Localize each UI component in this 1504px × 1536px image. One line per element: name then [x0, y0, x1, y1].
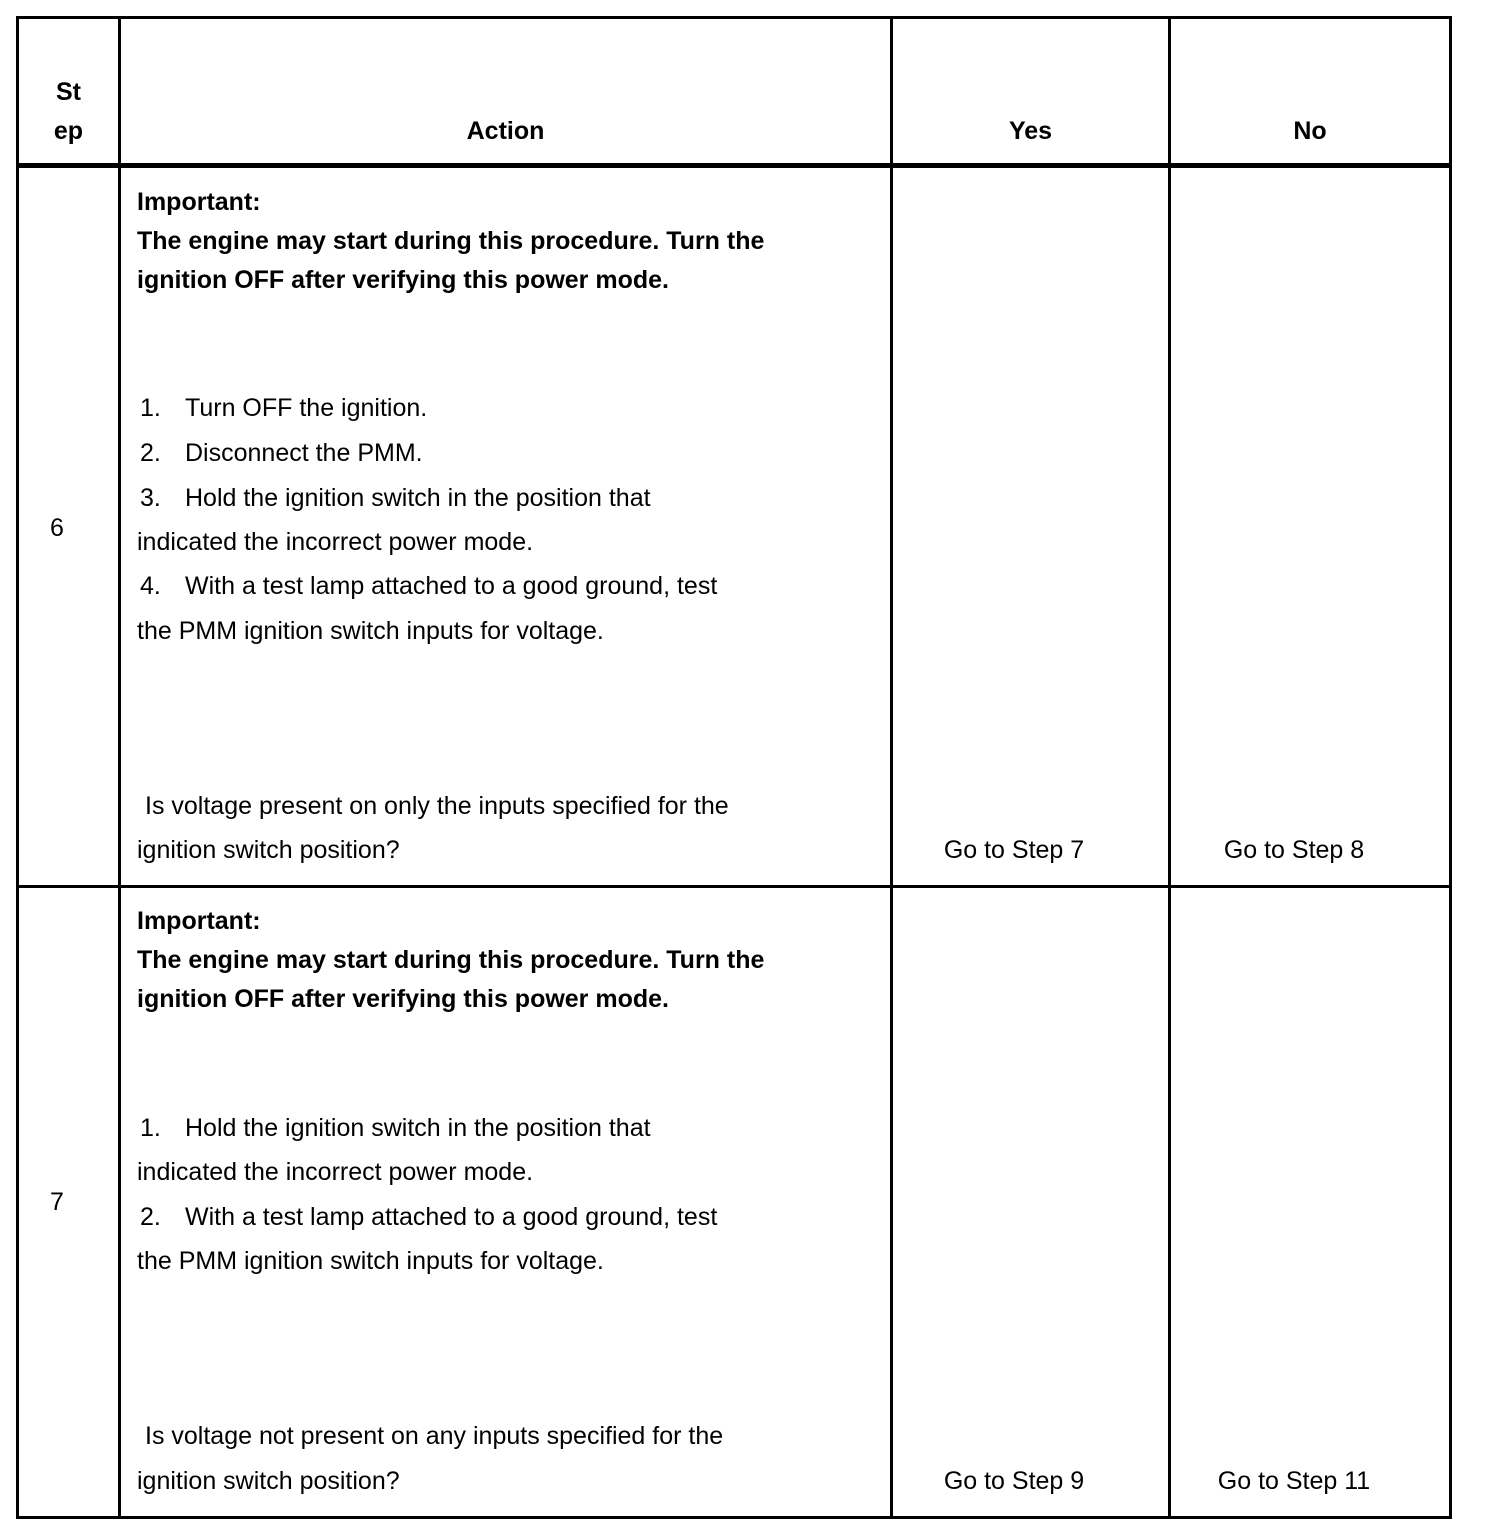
question-line2: ignition switch position? — [137, 1467, 400, 1495]
important-label: Important: — [137, 188, 261, 216]
important-text-line1: The engine may start during this procedure. Turn the — [137, 227, 765, 255]
question-line1: Is voltage present on only the inputs specified for the — [145, 792, 729, 820]
list-item-continuation: the PMM ignition switch inputs for voltage. — [137, 617, 604, 645]
list-item-number: 1. — [140, 394, 161, 422]
header-no: No — [1293, 117, 1327, 145]
header-action: Action — [466, 117, 545, 145]
row-step-number: 6 — [50, 514, 64, 542]
important-text-line2: ignition OFF after verifying this power mode. — [137, 266, 669, 294]
header-yes: Yes — [1008, 117, 1053, 145]
table-border-right — [1449, 16, 1452, 1519]
row-step-number: 7 — [50, 1188, 64, 1216]
list-item-text: Turn OFF the ignition. — [185, 394, 428, 422]
column-divider-yes — [1168, 16, 1171, 1519]
yes-result: Go to Step 7 — [943, 836, 1085, 864]
important-label: Important: — [137, 907, 261, 935]
column-divider-action — [890, 16, 893, 1519]
list-item-text: Disconnect the PMM. — [185, 439, 423, 467]
list-item-number: 2. — [140, 1203, 161, 1231]
list-item-number: 1. — [140, 1114, 161, 1142]
header-step-line2: ep — [53, 117, 84, 145]
list-item-text: Hold the ignition switch in the position that — [185, 1114, 651, 1142]
list-item-text: With a test lamp attached to a good ground, test — [185, 1203, 718, 1231]
list-item-continuation: the PMM ignition switch inputs for voltage. — [137, 1247, 604, 1275]
question-line2: ignition switch position? — [137, 836, 400, 864]
table-border-bottom — [16, 1516, 1452, 1519]
header-step — [19, 80, 118, 105]
header-step-2 — [19, 119, 118, 144]
header-step-line1: St — [56, 78, 81, 106]
important-text-line2: ignition OFF after verifying this power mode. — [137, 985, 669, 1013]
list-item-number: 2. — [140, 439, 161, 467]
list-item-text: Hold the ignition switch in the position that — [185, 484, 651, 512]
list-item-continuation: indicated the incorrect power mode. — [137, 1158, 534, 1186]
column-divider-step — [118, 16, 121, 1519]
important-text-line1: The engine may start during this procedure. Turn the — [137, 946, 765, 974]
list-item-continuation: indicated the incorrect power mode. — [137, 528, 534, 556]
header-divider — [16, 163, 1452, 168]
table-border-left — [16, 16, 19, 1519]
list-item-text: With a test lamp attached to a good ground, test — [185, 572, 718, 600]
no-result: Go to Step 11 — [1217, 1467, 1371, 1495]
list-item-number: 4. — [140, 572, 161, 600]
question-line1: Is voltage not present on any inputs specified for the — [145, 1422, 724, 1450]
yes-result: Go to Step 9 — [943, 1467, 1085, 1495]
row-divider — [16, 885, 1452, 888]
table-border-top — [16, 16, 1452, 19]
list-item-number: 3. — [140, 484, 161, 512]
no-result: Go to Step 8 — [1223, 836, 1365, 864]
